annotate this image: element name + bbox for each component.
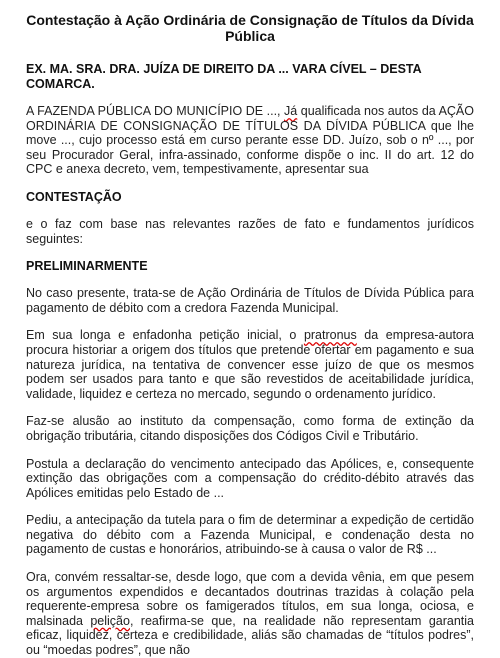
basis-paragraph: e o faz com base nas relevantes razões de fato e fundamentos jurídicos seguintes: [26,216,474,246]
intro-text-start: A FAZENDA PÚBLICA DO MUNICÍPIO DE ..., [26,104,285,118]
paragraph-compensation: Faz-se alusão ao instituto da compensação, como forma de extinção da obrigação tributária, citando disposições dos Códigos Civil e Tributário. [26,414,474,443]
argument-text-end: , reafirma-se que, na realidade não representam garantia eficaz, liquidez, certeza e credibilidade, aliás são chamadas de “títulos podres”, ou “moedas podres”, que não [26,613,475,658]
argument-text-start: Ora, convém ressaltar-se, desde logo, que com a devida vênia, em que pesem os argumentos expendidos e decantados doutrinas trazidas à colação pela requerente-empresa sobre os famigerados títulos, em sua longa, ociosa, e malsinada [26,570,474,628]
paragraph-injunction: Pediu, a antecipação da tutela para o fim de determinar a expedição de certidão negativa do débito com a Fazenda Municipal, e condenação desta no pagamento de custas e honorários, atribuindo-se à causa o valor de R$ ... [26,513,474,557]
spellcheck-word: pelição [90,613,130,628]
spellcheck-word: pratronus [303,328,357,343]
paragraph-argument [26,570,474,658]
paragraph-declaration: Postula a declaração do vencimento antecipado das Apólices, e, consequente extinção das obrigações com a compensação do crédito-débito através das Apólices emitidas pelo Estado de ... [26,456,474,500]
addressee-line: EX. MA. SRA. DRA. JUÍZA DE DIREITO DA ... VARA CÍVEL – DESTA COMARCA. [26,62,422,91]
petition-text-end: da empresa-autora procura historiar a origem dos títulos que pretende ofertar em pagamento e sua natureza jurídica, na tentativa de convencer esse juízo de que os mesmos podem ser usados para tanto e que são revestidos de aceitabilidade jurídica, validade, liquidez e certeza no mercado, segundo o ordenamento jurídico. [26,328,474,401]
paragraph-petition [26,328,474,401]
spellcheck-word: Já [284,104,298,118]
petition-text-start: Em sua longa e enfadonha petição inicial, o [26,328,304,343]
heading-preliminarmente: PRELIMINARMENTE [26,259,148,274]
heading-contestacao: CONTESTAÇÃO [26,189,122,204]
intro-paragraph [26,104,474,177]
intro-text-end: qualificada nos autos da AÇÃO ORDINÁRIA DE CONSIGNAÇÃO DE TÍTULOS DA DÍVIDA PÚBLICA que lhe move ..., cujo processo está em curso perante esse DD. Juízo, sob o nº ..., por seu Procurador Geral, infra-assinado, conforme dispõe o inc. II do art. 12 do CPC e anexa decreto, vem, tempestivamente, apresentar sua [26,104,474,177]
paragraph-case: No caso presente, trata-se de Ação Ordinária de Títulos de Dívida Pública para pagamento de débito com a credora Fazenda Municipal. [26,286,474,315]
document-title: Contestação à Ação Ordinária de Consignação de Títulos da Dívida Pública [26,12,474,44]
